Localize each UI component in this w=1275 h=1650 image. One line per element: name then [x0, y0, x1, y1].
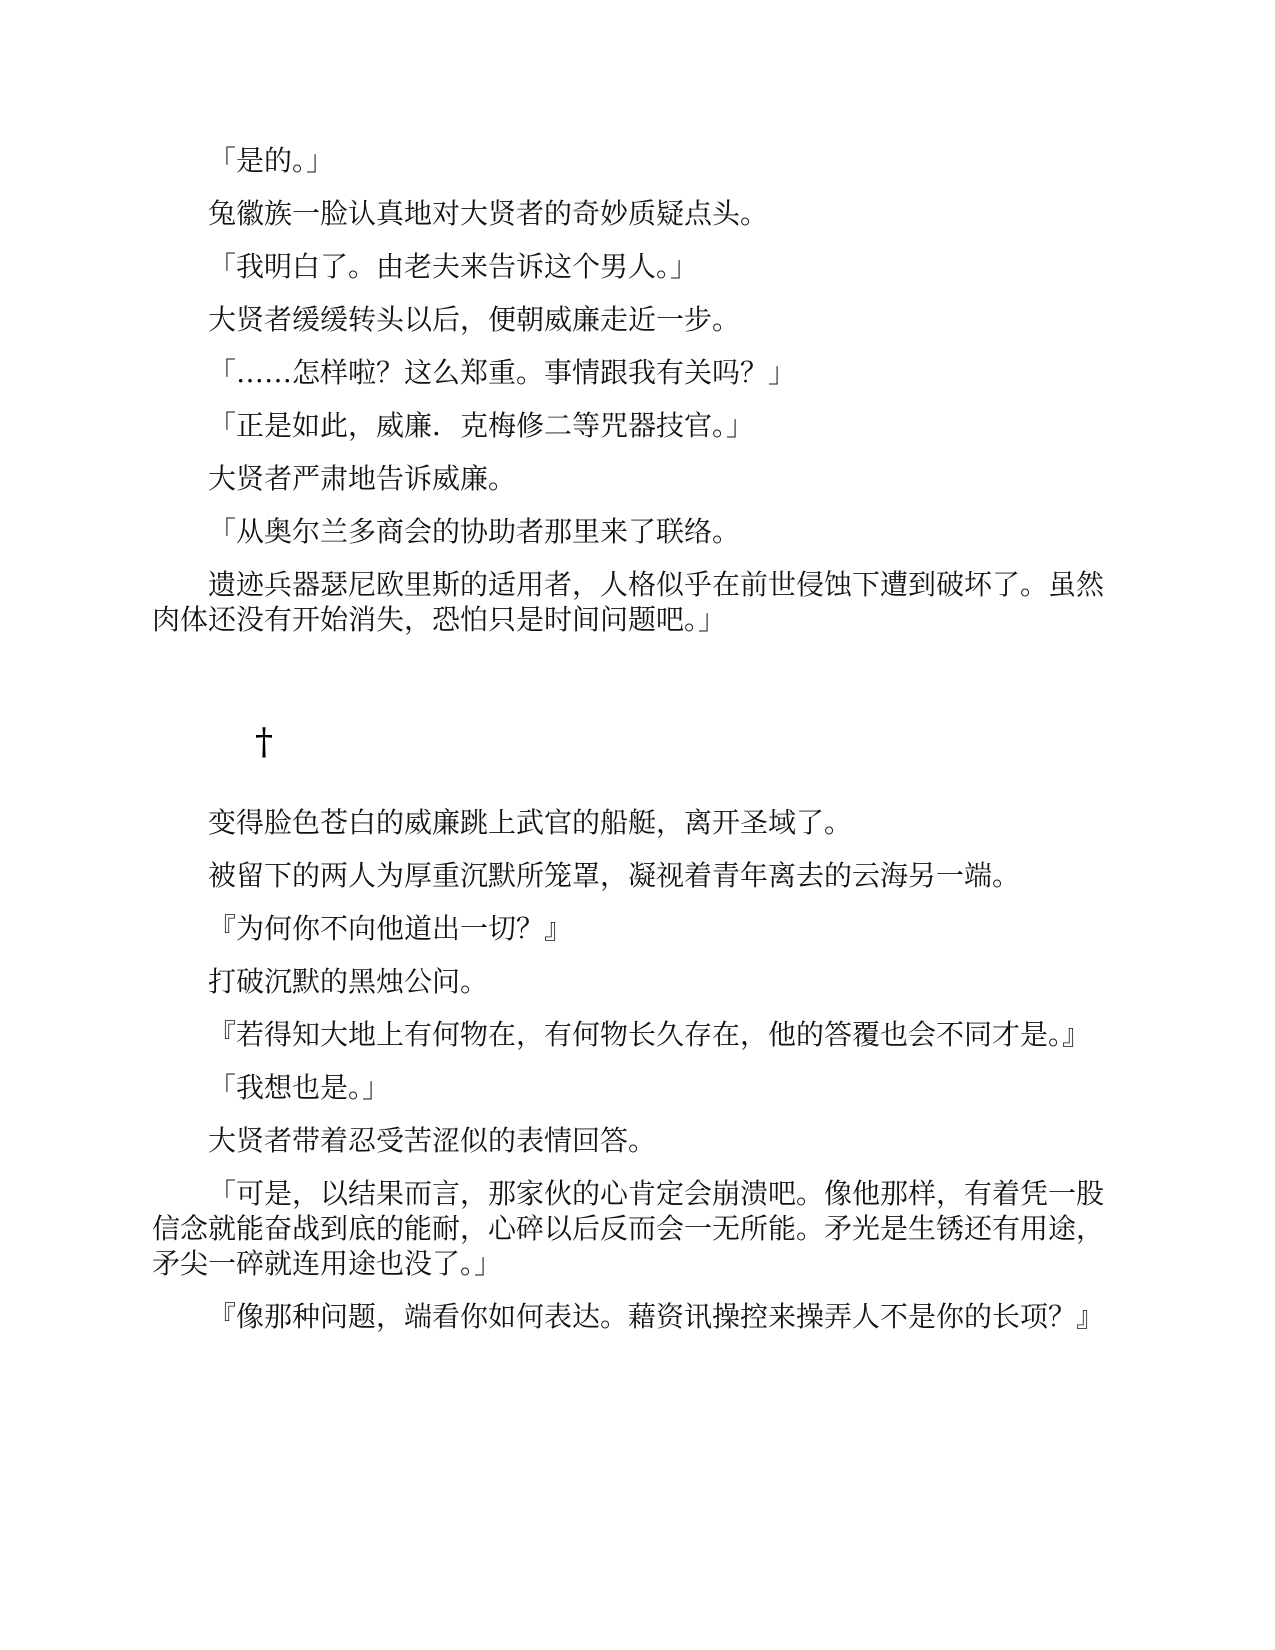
paragraph: 大贤者严肃地告诉威廉。	[208, 462, 517, 495]
paragraph: 「……怎样啦？这么郑重。事情跟我有关吗？」	[208, 356, 797, 389]
text-section-1	[152, 143, 1122, 655]
paragraph: 「从奥尔兰多商会的协助者那里来了联络。	[208, 515, 741, 548]
paragraph: 兔徽族一脸认真地对大贤者的奇妙质疑点头。	[208, 197, 769, 230]
paragraph: 打破沉默的黑烛公问。	[208, 965, 489, 998]
text-section-2	[152, 805, 1122, 1352]
paragraph: 「可是，以结果而言，那家伙的心肯定会崩溃吧。像他那样，有着凭一股信念就能奋战到底的能耐，心碎以后反而会一无所能。矛光是生锈还有用途，矛尖一碎就连用途也没了。」	[152, 1177, 1105, 1280]
paragraph: 『像那种问题，端看你如何表达。藉资讯操控来操弄人不是你的长项？』	[208, 1300, 1105, 1333]
paragraph: 『若得知大地上有何物在，有何物长久存在，他的答覆也会不同才是。』	[208, 1018, 1091, 1051]
paragraph: 被留下的两人为厚重沉默所笼罩，凝视着青年离去的云海另一端。	[208, 859, 1021, 892]
paragraph: 『为何你不向他道出一切？』	[208, 912, 573, 945]
paragraph: 遗迹兵器瑟尼欧里斯的适用者，人格似乎在前世侵蚀下遭到破坏了。虽然肉体还没有开始消失，恐怕只是时间问题吧。」	[152, 568, 1105, 636]
paragraph: 大贤者带着忍受苦涩似的表情回答。	[208, 1124, 657, 1157]
paragraph: 「正是如此，威廉．克梅修二等咒器技官。」	[208, 409, 755, 442]
paragraph: 「我明白了。由老夫来告诉这个男人。」	[208, 250, 699, 283]
dagger-separator-icon: †	[255, 722, 273, 763]
paragraph: 变得脸色苍白的威廉跳上武官的船艇，离开圣域了。	[208, 806, 853, 839]
paragraph: 「是的。」	[208, 144, 335, 177]
paragraph: 大贤者缓缓转头以后，便朝威廉走近一步。	[208, 303, 741, 336]
paragraph: 「我想也是。」	[208, 1071, 391, 1104]
